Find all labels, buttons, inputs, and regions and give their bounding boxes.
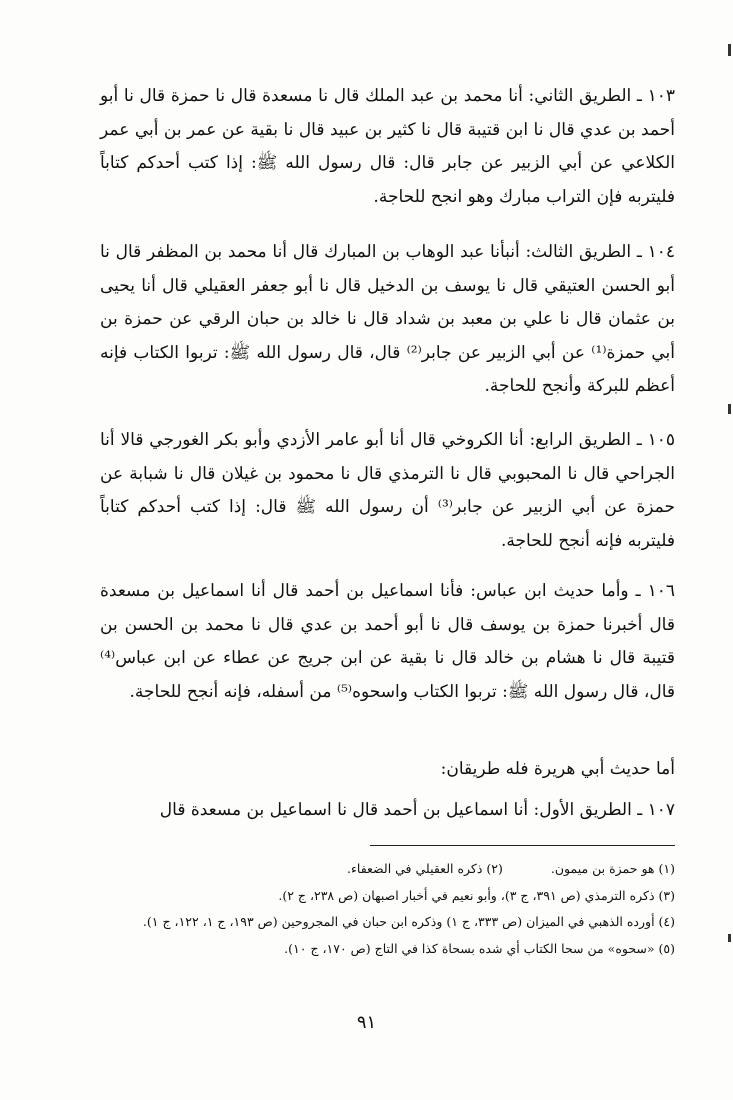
paragraph-text: ١٠٥ ـ الطريق الرابع: أنا الكروخي قال أنا أبو عامر الأزدي وأبو بكر الغورجي قالا أنا الجراحي قال نا المحبوبي قال نا الترمذي قال نا محمود بن غيلان قال نا شبابة عن حمزة عن أبي الزبير عن جابر⁽³⁾ أن رسول الله ﷺ قال: إذا كتب أحدكم كتاباً فليتربه فإنه أنجح للحاجة.	[100, 430, 676, 551]
paragraph-text: ١٠٣ ـ الطريق الثاني: أنا محمد بن عبد الملك قال نا مسعدة قال نا حمزة قال نا أبو أحمد بن عدي قال نا ابن قتيبة قال نا كثير بن عبيد قال نا بقية عن عمر بن أبي عمر الكلاعي عن أبي الزبير عن جابر قال: قال رسول الله ﷺ: إذا كتب أحدكم كتاباً فليتربه فإن التراب مبارك وهو انجح للحاجة.	[100, 86, 675, 207]
footnotes	[95, 856, 675, 962]
edge-mark	[728, 44, 731, 56]
heading-text: أما حديث أبي هريرة فله طريقان:	[440, 759, 675, 779]
hadith-paragraph-105	[100, 424, 675, 558]
footnote-3: (٣) ذكره الترمذي (ص ٣٩١، ج ٣)، وأبو نعيم في أخبار اصبهان (ص ٢٣٨، ج ٢).	[278, 887, 675, 903]
hadith-paragraph-103	[100, 80, 675, 214]
footnote-2: (٢) ذكره العقيلي في الضعفاء.	[347, 861, 503, 876]
paragraph-text: ١٠٧ ـ الطريق الأول: أنا اسماعيل بن أحمد قال نا اسماعيل بن مسعدة قال	[159, 800, 675, 820]
hadith-paragraph-104	[100, 236, 675, 404]
hadith-paragraph-106	[100, 575, 675, 709]
hadith-paragraph-107	[100, 794, 675, 828]
footnote-5: (٥) «سحوه» من سحا الكتاب أي شده بسحاة كذا في التاج (ص ١٧٠، ج ١٠).	[284, 940, 675, 956]
footnote-separator	[370, 845, 675, 846]
footnote-4: (٤) أورده الذهبي في الميزان (ص ٣٣٣، ج ١) وذكره ابن حبان في المجروحين (ص ١٩٣، ج ١، ١٢٢، ج ١).	[142, 914, 675, 929]
paragraph-text: ١٠٦ ـ وأما حديث ابن عباس: فأنا اسماعيل بن أحمد قال أنا اسماعيل بن مسعدة قال أخبرنا حمزة بن يوسف قال نا أبو أحمد بن عدي قال نا محمد بن الحسن بن قتيبة قال نا هشام بن خالد قال نا بقية عن ابن جريج عن عطاء عن ابن عباس⁽⁴⁾ قال، قال رسول الله ﷺ: تربوا الكتاب واسحوه⁽⁵⁾ من أسفله، فإنه أنجح للحاجة.	[100, 581, 675, 702]
edge-mark	[728, 934, 731, 942]
footnote-row	[95, 856, 675, 883]
edge-mark	[728, 404, 731, 414]
section-heading	[100, 753, 675, 787]
paragraph-text: ١٠٤ ـ الطريق الثالث: أنبأنا عبد الوهاب بن المبارك قال أنا محمد بن المظفر قال نا أبو الحسن العتيقي قال نا يوسف بن الدخيل قال نا أبو جعفر العقيلي قال أنا يحيى بن عثمان قال نا علي بن معبد بن شداد قال نا خالد بن حبان الرقي عن حمزة بن أبي حمزة⁽¹⁾ عن أبي الزبير عن جابر⁽²⁾ قال، قال رسول الله ﷺ: تربوا الكتاب فإنه أعظم للبركة وأنجح للحاجة.	[100, 242, 676, 396]
page-number: ٩١	[356, 1012, 377, 1033]
footnote-1: (١) هو حمزة بن ميمون.	[550, 861, 675, 876]
